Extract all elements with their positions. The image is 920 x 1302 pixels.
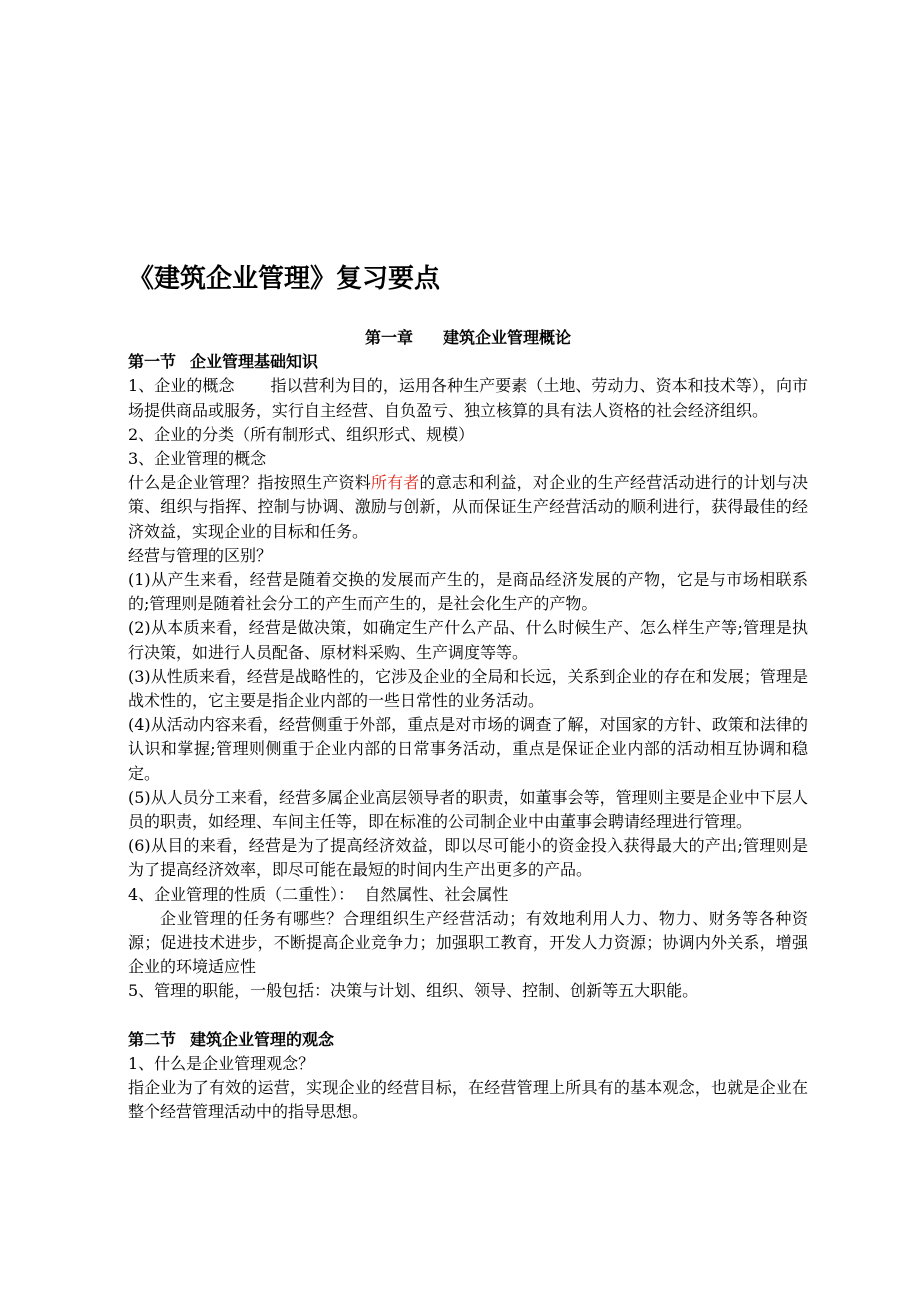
item-management-philosophy: 1、什么是企业管理观念？ xyxy=(128,1053,315,1073)
management-definition xyxy=(128,471,808,544)
definition-suffix: 的意志和利益，对企业的生产经营活动进行的计划与决策、组织与指挥、控制与协调、激励与创新，从而保证生产经营活动的顺利进行，获得最佳的经济效益，实现企业的目标和任务。 xyxy=(128,473,808,541)
item-body: 指以营利为目的，运用各种生产要素（土地、劳动力、资本和技术等），向市场提供商品或服务，实行自主经营、自负盈亏、独立核算的具有法人资格的社会经济组织。 xyxy=(128,376,808,420)
chapter-name: 建筑企业管理概论 xyxy=(443,328,572,347)
highlighted-term: 所有者 xyxy=(370,473,420,493)
item-heading: 1、企业的概念 xyxy=(128,376,235,396)
item-management-concept: 3、企业管理的概念 xyxy=(128,449,267,469)
difference-item: (5)从人员分工来看，经营多属企业高层领导者的职责，如董事会等，管理则主要是企业中下层人员的职责，如经理、车间主任等，即在标准的公司制企业中由董事会聘请经理进行管理。 xyxy=(128,787,808,832)
difference-item: (4)从活动内容来看，经营侧重于外部，重点是对市场的调查了解，对国家的方针、政策和法律的认识和掌握;管理则侧重于企业内部的日常事务活动，重点是保证企业内部的活动相互协调和稳定。 xyxy=(128,715,808,783)
item-enterprise-classification: 2、企业的分类（所有制形式、组织形式、规模） xyxy=(128,424,475,444)
section-heading-2 xyxy=(128,1028,808,1052)
item-enterprise-concept xyxy=(128,374,808,422)
section-heading-1 xyxy=(128,350,808,374)
difference-item: (1)从产生来看，经营是随着交换的发展而产生的，是商品经济发展的产物，它是与市场相联系的;管理则是随着社会分工的产生而产生的，是社会化生产的产物。 xyxy=(128,570,808,614)
document-title: 《建筑企业管理》复习要点 xyxy=(128,264,441,294)
section-name: 企业管理基础知识 xyxy=(190,352,319,372)
section-name: 建筑企业管理的观念 xyxy=(190,1029,335,1049)
management-tasks: 企业管理的任务有哪些？合理组织生产经营活动；有效地利用人力、物力、财务等各种资源；促进技术进步，不断提高企业竞争力；加强职工教育，开发人力资源；协调内外关系，增强企业的环境适应性 xyxy=(128,908,808,977)
item-management-functions: 5、管理的职能，一般包括：决策与计划、组织、领导、控制、创新等五大职能。 xyxy=(128,981,699,1001)
difference-item: (2)从本质来看，经营是做决策，如确定生产什么产品、什么时候生产、怎么样生产等;管理是执行决策，如进行人员配备、原材料采购、生产调度等等。 xyxy=(128,618,808,662)
section-label: 第一节 xyxy=(128,352,177,372)
item-management-nature: 4、企业管理的性质（二重性）： 自然属性、社会属性 xyxy=(128,884,509,904)
difference-question: 经营与管理的区别？ xyxy=(128,545,273,565)
chapter-heading xyxy=(128,326,808,350)
section-spacer xyxy=(128,1004,808,1028)
difference-item: (6)从目的来看，经营是为了提高经济效益，即以尽可能小的资金投入获得最大的产出;管理则是为了提高经济效率，即尽可能在最短的时间内生产出更多的产品。 xyxy=(128,836,808,880)
chapter-label: 第一章 xyxy=(364,328,413,347)
section-label: 第二节 xyxy=(128,1029,177,1049)
document-body xyxy=(128,262,808,1125)
definition-prefix: 什么是企业管理？指按照生产资料 xyxy=(128,473,371,493)
difference-item: (3)从性质来看，经营是战略性的，它涉及企业的全局和长远，关系到企业的存在和发展；管理是战术性的，它主要是指企业内部的一些日常性的业务活动。 xyxy=(128,666,808,711)
philosophy-definition: 指企业为了有效的运营，实现企业的经营目标，在经营管理上所具有的基本观念，也就是企业在整个经营管理活动中的指导思想。 xyxy=(128,1078,808,1122)
